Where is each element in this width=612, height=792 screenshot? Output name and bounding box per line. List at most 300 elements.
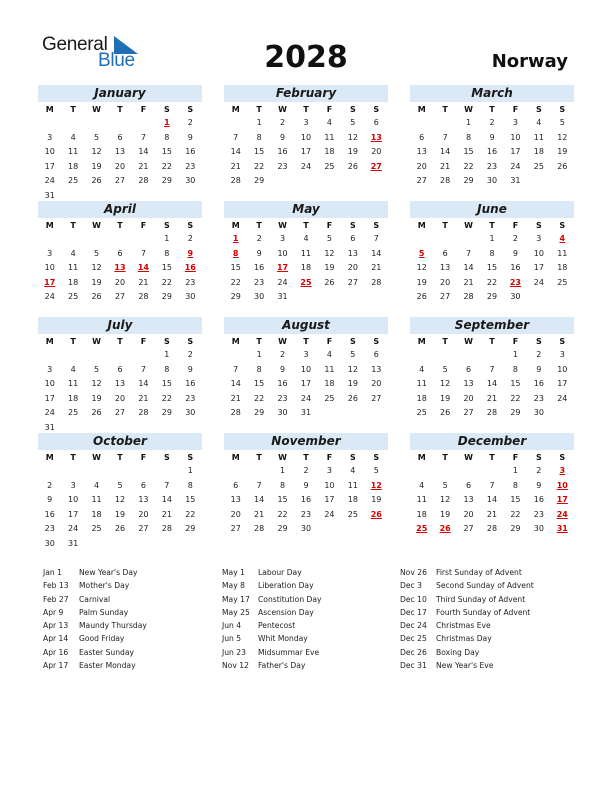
day-cell: 22	[161, 277, 172, 287]
day-cell: 14	[230, 147, 241, 156]
holiday-date: Dec 31	[400, 661, 427, 671]
month-grid	[38, 219, 202, 305]
day-cell: 17	[44, 161, 55, 171]
holiday-name: Second Sunday of Advent	[436, 581, 534, 591]
day-cell: 24	[510, 161, 521, 171]
day-cell: 26	[347, 393, 358, 403]
day-cell: 8	[466, 132, 472, 142]
day-cell: 11	[68, 263, 79, 272]
day-cell: 29	[510, 408, 521, 417]
day-cell: 6	[117, 364, 123, 374]
day-cell: 22	[161, 161, 172, 171]
weekday-header: S	[559, 105, 566, 114]
day-cell: 31	[44, 422, 55, 432]
weekday-header: F	[326, 221, 333, 230]
day-cell: 4	[536, 118, 542, 127]
day-cell: 7	[442, 132, 448, 142]
month-grid	[410, 335, 574, 421]
weekday-header: F	[140, 221, 147, 230]
holiday-row	[222, 566, 322, 579]
logo-blue-text: Blue	[98, 50, 135, 71]
day-cell: 14	[440, 147, 451, 156]
day-cell: 29	[277, 524, 288, 533]
empty-cell	[433, 232, 456, 247]
day-cell: 19	[440, 509, 451, 519]
weekday-header: M	[45, 105, 54, 114]
day-cell: 7	[373, 234, 379, 243]
day-cell: 29	[254, 408, 265, 417]
day-cell: 20	[230, 509, 241, 519]
empty-cell	[38, 116, 61, 131]
day-cell: 21	[486, 393, 498, 403]
day-cell: 1	[512, 466, 518, 475]
holiday-day-cell: 12	[370, 480, 382, 490]
day-cell: 15	[510, 495, 521, 504]
holiday-date: Apr 14	[43, 634, 69, 644]
holiday-day-cell: 17	[556, 495, 568, 504]
day-cell: 19	[114, 509, 126, 519]
day-cell: 25	[324, 393, 335, 403]
day-cell: 23	[486, 161, 498, 171]
day-cell: 12	[324, 248, 335, 258]
day-cell: 20	[114, 277, 126, 287]
day-cell: 15	[486, 263, 498, 272]
holiday-day-cell: 16	[184, 263, 196, 272]
day-cell: 24	[68, 524, 79, 533]
holiday-day-cell: 13	[370, 132, 382, 142]
month-april	[38, 201, 202, 305]
day-cell: 27	[463, 408, 474, 417]
day-cell: 29	[463, 176, 474, 185]
day-cell: 1	[256, 350, 262, 359]
day-cell: 2	[536, 350, 542, 359]
holiday-name: New Year's Eve	[436, 661, 494, 671]
day-cell: 5	[559, 118, 565, 127]
weekday-header: S	[559, 453, 566, 462]
weekday-header: W	[92, 105, 101, 114]
day-cell: 21	[138, 393, 149, 403]
day-cell: 6	[373, 118, 379, 127]
day-cell: 13	[416, 147, 427, 156]
day-cell: 14	[138, 379, 149, 388]
day-cell: 9	[47, 495, 53, 504]
day-cell: 9	[280, 132, 286, 142]
day-cell: 15	[161, 263, 172, 272]
day-cell: 24	[557, 393, 568, 403]
day-cell: 8	[256, 364, 262, 374]
holiday-name: Labour Day	[258, 568, 302, 577]
holiday-day-cell: 27	[370, 161, 382, 171]
weekday-header: T	[489, 105, 495, 114]
day-cell: 14	[161, 495, 172, 504]
day-cell: 22	[510, 393, 521, 403]
day-cell: 30	[185, 292, 196, 301]
holiday-day-cell: 31	[556, 524, 568, 533]
empty-cell	[480, 348, 503, 363]
day-cell: 21	[230, 393, 241, 403]
holiday-name: New Year's Day	[79, 568, 138, 577]
day-cell: 5	[350, 350, 356, 359]
day-cell: 12	[440, 495, 451, 504]
month-grid	[224, 219, 388, 305]
day-cell: 14	[371, 248, 382, 258]
day-cell: 1	[164, 350, 170, 359]
day-cell: 18	[324, 379, 335, 388]
day-cell: 26	[324, 277, 335, 287]
holiday-name: Easter Monday	[79, 661, 136, 671]
day-cell: 23	[277, 393, 288, 403]
day-cell: 8	[164, 248, 170, 258]
holiday-date: May 25	[222, 607, 250, 617]
day-cell: 28	[463, 292, 474, 301]
day-cell: 14	[463, 263, 474, 272]
day-cell: 20	[463, 509, 474, 519]
holiday-name: Maundy Thursday	[79, 621, 147, 631]
day-cell: 23	[277, 161, 288, 171]
holiday-row	[222, 606, 322, 619]
day-cell: 25	[347, 509, 358, 519]
day-cell: 19	[347, 147, 358, 156]
day-cell: 4	[303, 234, 309, 243]
day-cell: 17	[510, 147, 521, 156]
holiday-row	[43, 646, 147, 659]
day-cell: 14	[230, 379, 241, 388]
weekday-header: F	[326, 453, 333, 462]
holiday-date: Dec 3	[400, 581, 422, 591]
weekday-header: S	[187, 105, 194, 114]
empty-cell	[224, 116, 247, 131]
day-cell: 2	[187, 234, 193, 243]
day-cell: 25	[416, 408, 427, 417]
day-cell: 30	[185, 176, 196, 185]
day-cell: 11	[68, 147, 79, 156]
empty-cell	[433, 464, 456, 479]
empty-cell	[38, 348, 61, 363]
month-title: March	[410, 85, 574, 102]
day-cell: 2	[303, 466, 309, 475]
day-cell: 28	[486, 408, 498, 417]
empty-cell	[108, 232, 131, 247]
weekday-header: S	[187, 337, 194, 346]
day-cell: 25	[68, 292, 79, 301]
day-cell: 31	[44, 190, 55, 200]
weekday-header: M	[417, 453, 426, 462]
weekday-header: T	[489, 337, 495, 346]
holiday-day-cell: 25	[300, 277, 312, 287]
day-cell: 16	[510, 263, 521, 272]
day-cell: 7	[140, 248, 146, 258]
day-cell: 26	[416, 292, 427, 301]
day-cell: 28	[254, 524, 265, 533]
day-cell: 29	[161, 292, 172, 301]
day-cell: 21	[230, 161, 241, 171]
day-cell: 28	[371, 277, 382, 287]
day-cell: 15	[463, 147, 474, 156]
weekday-header: T	[489, 453, 495, 462]
day-cell: 12	[347, 364, 358, 374]
holiday-row	[400, 579, 534, 592]
holiday-row	[222, 632, 322, 645]
day-cell: 7	[233, 364, 239, 374]
day-cell: 3	[47, 364, 53, 374]
holiday-date: May 17	[222, 594, 250, 604]
day-cell: 20	[114, 161, 126, 171]
empty-cell	[108, 116, 131, 131]
day-cell: 15	[185, 495, 196, 504]
day-cell: 3	[326, 466, 332, 475]
holiday-row	[222, 579, 322, 592]
weekday-header: M	[45, 221, 54, 230]
day-cell: 6	[350, 234, 356, 243]
day-cell: 2	[256, 234, 262, 243]
empty-cell	[61, 232, 84, 247]
day-cell: 17	[300, 147, 312, 156]
weekday-header: T	[256, 453, 262, 462]
month-title: July	[38, 317, 202, 334]
empty-cell	[61, 348, 84, 363]
day-cell: 9	[303, 480, 309, 490]
day-cell: 3	[536, 234, 542, 243]
day-cell: 4	[70, 248, 76, 258]
month-june	[410, 201, 574, 305]
weekday-header: F	[140, 337, 147, 346]
day-cell: 10	[44, 147, 55, 156]
day-cell: 2	[187, 350, 193, 359]
day-cell: 8	[512, 364, 518, 374]
empty-cell	[61, 464, 84, 479]
holiday-row	[43, 659, 147, 672]
day-cell: 14	[254, 495, 265, 504]
holiday-day-cell: 23	[509, 277, 521, 287]
day-cell: 27	[230, 524, 241, 533]
holiday-date: Feb 13	[43, 581, 69, 591]
day-cell: 8	[489, 248, 495, 258]
holiday-row	[43, 606, 147, 619]
month-title: May	[224, 201, 388, 218]
month-grid	[224, 103, 388, 189]
day-cell: 15	[277, 495, 288, 504]
weekday-header: S	[349, 453, 356, 462]
day-cell: 7	[140, 132, 146, 142]
month-november	[224, 433, 388, 537]
day-cell: 14	[138, 147, 149, 156]
holiday-name: Third Sunday of Advent	[436, 594, 526, 604]
day-cell: 5	[94, 248, 100, 258]
day-cell: 16	[486, 147, 498, 156]
day-cell: 26	[114, 524, 126, 533]
empty-cell	[85, 348, 108, 363]
day-cell: 18	[416, 393, 427, 403]
day-cell: 30	[277, 408, 288, 417]
weekday-header: S	[535, 337, 542, 346]
empty-cell	[480, 464, 503, 479]
holiday-row	[222, 659, 322, 672]
weekday-header: T	[117, 453, 123, 462]
weekday-header: T	[303, 105, 309, 114]
empty-cell	[224, 464, 247, 479]
day-cell: 31	[300, 408, 312, 417]
day-cell: 22	[486, 277, 498, 287]
day-cell: 27	[371, 393, 382, 403]
weekday-header: S	[163, 105, 170, 114]
day-cell: 25	[324, 161, 335, 171]
day-cell: 13	[114, 379, 126, 388]
weekday-header: F	[512, 453, 519, 462]
country-name: Norway	[491, 51, 568, 72]
holiday-name: Carnival	[79, 594, 111, 604]
day-cell: 31	[68, 538, 79, 548]
month-title: November	[224, 433, 388, 450]
day-cell: 10	[44, 263, 55, 272]
holiday-name: First Sunday of Advent	[436, 568, 522, 577]
holiday-date: Jun 23	[222, 647, 246, 657]
weekday-header: T	[442, 337, 448, 346]
day-cell: 24	[44, 292, 55, 301]
day-cell: 1	[489, 234, 495, 243]
day-cell: 2	[187, 118, 193, 127]
day-cell: 17	[44, 393, 55, 403]
day-cell: 26	[91, 176, 102, 185]
day-cell: 4	[94, 480, 100, 490]
weekday-header: S	[187, 453, 194, 462]
holiday-day-cell: 26	[439, 524, 451, 533]
weekday-header: M	[231, 221, 240, 230]
empty-cell	[85, 464, 108, 479]
day-cell: 2	[280, 118, 286, 127]
day-cell: 15	[254, 147, 265, 156]
weekday-header: M	[231, 337, 240, 346]
month-december	[410, 433, 574, 537]
weekday-header: F	[512, 337, 519, 346]
day-cell: 21	[161, 509, 172, 519]
day-cell: 8	[164, 364, 170, 374]
weekday-header: W	[92, 453, 101, 462]
day-cell: 16	[185, 147, 196, 156]
holiday-name: Liberation Day	[258, 581, 314, 591]
holiday-date: May 8	[222, 581, 245, 591]
holiday-day-cell: 10	[556, 480, 568, 490]
holiday-name: Whit Monday	[258, 634, 308, 644]
holiday-day-cell: 14	[137, 263, 149, 272]
day-cell: 4	[350, 466, 356, 475]
day-cell: 5	[326, 234, 332, 243]
day-cell: 1	[256, 118, 262, 127]
day-cell: 30	[533, 408, 544, 417]
day-cell: 9	[187, 364, 193, 374]
month-grid	[410, 103, 574, 189]
day-cell: 16	[277, 379, 288, 388]
holiday-row	[400, 593, 534, 606]
day-cell: 5	[94, 132, 100, 142]
weekday-header: S	[559, 221, 566, 230]
empty-cell	[457, 348, 480, 363]
day-cell: 11	[416, 495, 427, 504]
weekday-header: T	[117, 221, 123, 230]
day-cell: 3	[70, 480, 76, 490]
day-cell: 28	[138, 176, 149, 185]
day-cell: 19	[91, 277, 102, 287]
month-july	[38, 317, 202, 435]
day-cell: 15	[161, 147, 172, 156]
day-cell: 21	[138, 277, 149, 287]
holiday-row	[222, 593, 322, 606]
weekday-header: S	[163, 453, 170, 462]
weekday-header: T	[303, 337, 309, 346]
day-cell: 14	[486, 379, 498, 388]
day-cell: 26	[91, 408, 102, 417]
month-august	[224, 317, 388, 421]
weekday-header: W	[278, 337, 287, 346]
day-cell: 6	[373, 350, 379, 359]
day-cell: 30	[486, 176, 498, 185]
holiday-row	[400, 566, 534, 579]
weekday-header: M	[45, 453, 54, 462]
weekday-header: S	[349, 337, 356, 346]
empty-cell	[38, 464, 61, 479]
day-cell: 19	[416, 277, 427, 287]
holiday-name: Palm Sunday	[79, 607, 129, 617]
day-cell: 6	[117, 248, 123, 258]
month-title: October	[38, 433, 202, 450]
weekday-header: W	[92, 221, 101, 230]
day-cell: 22	[254, 161, 265, 171]
day-cell: 12	[347, 132, 358, 142]
empty-cell	[132, 348, 155, 363]
day-cell: 19	[440, 393, 451, 403]
day-cell: 26	[440, 408, 451, 417]
day-cell: 10	[44, 379, 55, 388]
day-cell: 27	[114, 176, 126, 185]
day-cell: 21	[138, 161, 149, 171]
day-cell: 19	[91, 393, 102, 403]
day-cell: 17	[68, 509, 79, 519]
day-cell: 18	[68, 277, 79, 287]
day-cell: 5	[94, 364, 100, 374]
weekday-header: W	[464, 221, 473, 230]
day-cell: 16	[533, 379, 544, 388]
day-cell: 22	[230, 277, 241, 287]
day-cell: 25	[68, 408, 79, 417]
weekday-header: T	[256, 221, 262, 230]
day-cell: 11	[347, 480, 358, 490]
empty-cell	[410, 464, 433, 479]
holiday-day-cell: 8	[232, 248, 239, 258]
holiday-day-cell: 17	[44, 277, 56, 287]
weekday-header: S	[163, 337, 170, 346]
day-cell: 13	[463, 495, 474, 504]
day-cell: 6	[442, 248, 448, 258]
weekday-header: T	[442, 105, 448, 114]
holiday-row	[222, 619, 322, 632]
day-cell: 24	[533, 277, 544, 287]
day-cell: 30	[44, 538, 55, 548]
month-march	[410, 85, 574, 189]
weekday-header: F	[140, 105, 147, 114]
day-cell: 8	[280, 480, 286, 490]
day-cell: 1	[187, 466, 193, 475]
day-cell: 17	[557, 379, 568, 388]
weekday-header: M	[231, 453, 240, 462]
day-cell: 29	[486, 292, 498, 301]
weekday-header: W	[464, 105, 473, 114]
day-cell: 19	[557, 147, 568, 156]
day-cell: 12	[557, 132, 568, 142]
holiday-row	[400, 646, 534, 659]
holiday-column	[43, 566, 147, 672]
weekday-header: S	[373, 453, 380, 462]
day-cell: 21	[254, 509, 265, 519]
holiday-date: Jan 1	[43, 568, 62, 577]
